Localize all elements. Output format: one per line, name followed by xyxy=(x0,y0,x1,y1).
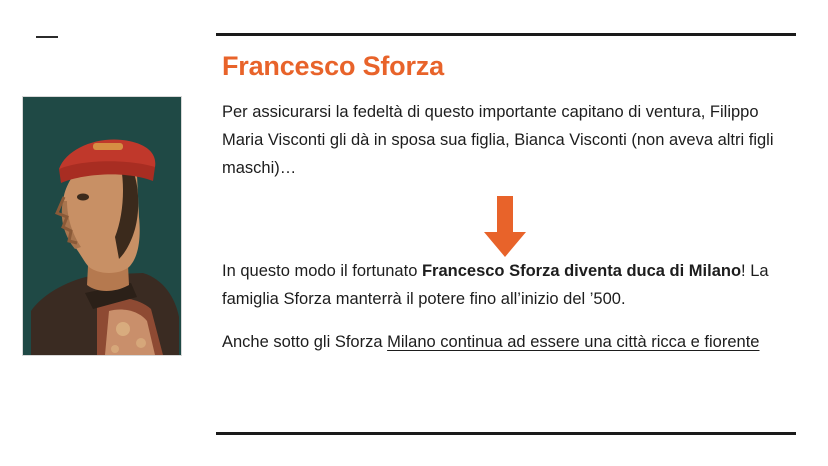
down-arrow-icon xyxy=(482,196,528,258)
corner-dash xyxy=(36,36,58,38)
paragraph-city-underlined: Milano continua ad essere una città ricca e fiorente xyxy=(387,332,760,351)
paragraph-city xyxy=(222,328,782,356)
paragraph-city-lead: Anche sotto gli Sforza xyxy=(222,332,388,351)
bottom-divider xyxy=(216,432,796,435)
paragraph-duke-tail: ! La famiglia Sforza manterrà il potere fino all’inizio del ’500. xyxy=(222,261,769,309)
paragraph-intro: Per assicurarsi la fedeltà di questo importante capitano di ventura, Filippo Maria Visconti gli dà in sposa sua figlia, Bianca Visconti (non aveva altri figli maschi)… xyxy=(222,102,774,178)
paragraph-duke-lead: In questo modo il fortunato xyxy=(222,261,422,280)
page-title: Francesco Sforza xyxy=(222,51,444,81)
paragraph-duke xyxy=(222,257,782,314)
top-divider xyxy=(216,33,796,36)
portrait-illustration xyxy=(23,97,181,355)
portrait-profile-image xyxy=(22,96,182,356)
paragraph-duke-bold: Francesco Sforza diventa duca di Milano xyxy=(421,261,742,280)
